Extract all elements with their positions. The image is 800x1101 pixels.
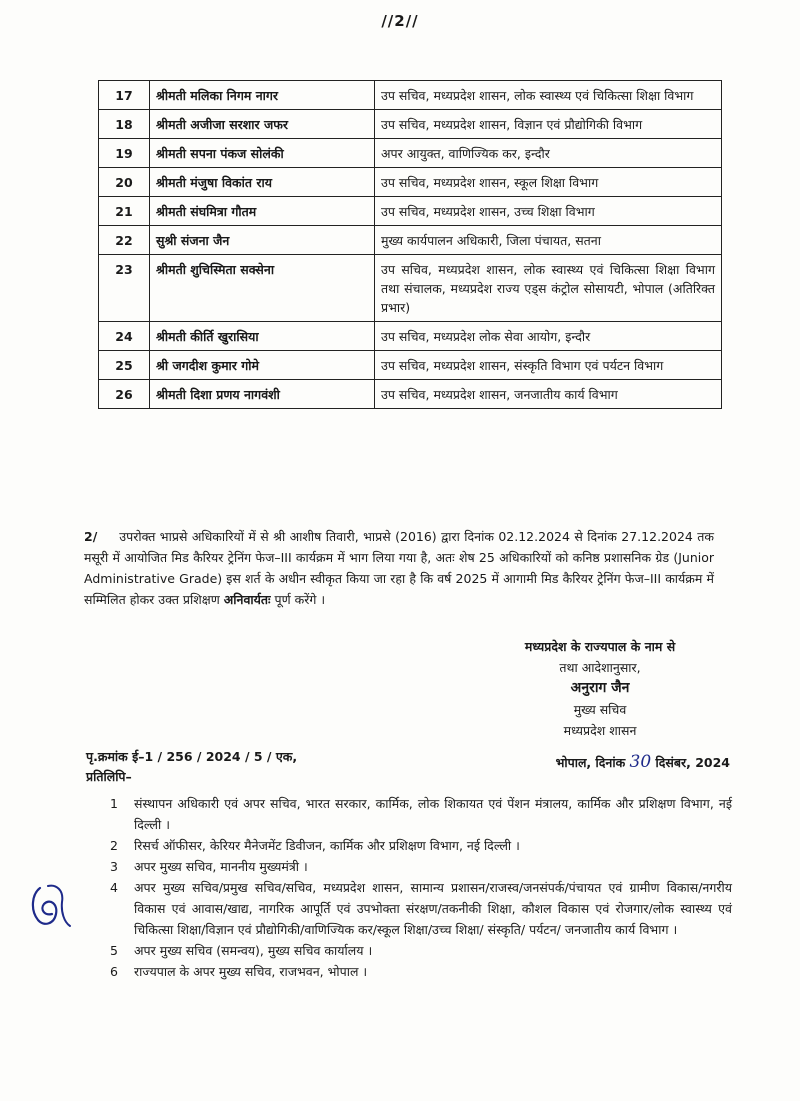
list-item <box>100 877 732 940</box>
serial-number-cell: 26 <box>99 380 150 409</box>
list-item-text: रिसर्च ऑफीसर, केरियर मैनेजमेंट डिवीजन, कार्मिक और प्रशिक्षण विभाग, नई दिल्ली । <box>134 838 520 853</box>
paragraph-tail: पूर्ण करेंगे । <box>270 592 326 607</box>
officer-name-cell: श्रीमती मंजुषा विकांत राय <box>150 168 375 197</box>
date-day-handwritten: 30 <box>629 752 652 772</box>
list-item-number: 5 <box>110 943 118 958</box>
serial-number-cell: 20 <box>99 168 150 197</box>
date-prefix: भोपाल, दिनांक <box>555 755 630 770</box>
serial-number-cell: 18 <box>99 110 150 139</box>
officers-table <box>98 80 722 409</box>
reference-number: पृ.क्रमांक ई–1 / 256 / 2024 / 5 / एक, <box>86 749 298 764</box>
serial-number-cell: 22 <box>99 226 150 255</box>
serial-number-cell: 19 <box>99 139 150 168</box>
signatory-name: अनुराग जैन <box>570 680 630 696</box>
officer-name-cell: श्रीमती मलिका निगम नागर <box>150 81 375 110</box>
table-row <box>99 380 722 409</box>
posting-cell: मुख्य कार्यपालन अधिकारी, जिला पंचायत, सतना <box>375 226 722 255</box>
posting-cell: उप सचिव, मध्यप्रदेश लोक सेवा आयोग, इन्दौर <box>375 322 722 351</box>
serial-number-cell: 21 <box>99 197 150 226</box>
table-row <box>99 139 722 168</box>
list-item-text: संस्थापन अधिकारी एवं अपर सचिव, भारत सरकार, कार्मिक, लोक शिकायत एवं पेंशन मंत्रालय, कार्मिक और प्रशिक्षण विभाग, नई दिल्ली । <box>134 796 732 832</box>
page-number: //2// <box>381 12 419 30</box>
officer-name-cell: श्रीमती संघमित्रा गौतम <box>150 197 375 226</box>
list-item <box>100 835 732 856</box>
posting-cell: उप सचिव, मध्यप्रदेश शासन, लोक स्वास्थ्य एवं चिकित्सा शिक्षा विभाग <box>375 81 722 110</box>
officer-name-cell: श्रीमती सपना पंकज सोलंकी <box>150 139 375 168</box>
officer-name-cell: श्रीमती कीर्ति खुरासिया <box>150 322 375 351</box>
list-item <box>100 856 732 877</box>
signature-block <box>470 636 730 741</box>
posting-cell: उप सचिव, मध्यप्रदेश शासन, उच्च शिक्षा विभाग <box>375 197 722 226</box>
list-item-text: राज्यपाल के अपर मुख्य सचिव, राजभवन, भोपाल । <box>134 964 368 979</box>
officer-name-cell: श्रीमती दिशा प्रणय नागवंशी <box>150 380 375 409</box>
date-suffix: दिसंबर, 2024 <box>651 755 730 770</box>
paragraph-emphasis: अनिवार्यतः <box>223 592 271 607</box>
posting-cell: उप सचिव, मध्यप्रदेश शासन, स्कूल शिक्षा विभाग <box>375 168 722 197</box>
posting-cell: उप सचिव, मध्यप्रदेश शासन, जनजातीय कार्य विभाग <box>375 380 722 409</box>
table-row <box>99 197 722 226</box>
officer-name-cell: श्रीमती अजीजा सरशार जफर <box>150 110 375 139</box>
posting-cell: अपर आयुक्त, वाणिज्यिक कर, इन्दौर <box>375 139 722 168</box>
officer-name-cell: श्री जगदीश कुमार गोमे <box>150 351 375 380</box>
table-row <box>99 110 722 139</box>
officer-name-cell: श्रीमती शुचिस्मिता सक्सेना <box>150 255 375 322</box>
table-row <box>99 168 722 197</box>
posting-cell: उप सचिव, मध्यप्रदेश शासन, विज्ञान एवं प्रौद्योगिकी विभाग <box>375 110 722 139</box>
serial-number-cell: 17 <box>99 81 150 110</box>
table-row <box>99 226 722 255</box>
date-line <box>556 752 730 772</box>
signature-line-2: तथा आदेशानुसार, <box>559 660 641 675</box>
posting-cell: उप सचिव, मध्यप्रदेश शासन, संस्कृति विभाग एवं पर्यटन विभाग <box>375 351 722 380</box>
list-item-text: अपर मुख्य सचिव, माननीय मुख्यमंत्री । <box>134 859 308 874</box>
list-item-text: अपर मुख्य सचिव (समन्वय), मुख्य सचिव कार्यालय । <box>134 943 373 958</box>
officers-table-body <box>99 81 722 409</box>
list-item <box>100 961 732 982</box>
copy-to-list <box>100 793 732 982</box>
list-item-text: अपर मुख्य सचिव/प्रमुख सचिव/सचिव, मध्यप्रदेश शासन, सामान्य प्रशासन/राजस्व/जनसंपर्क/पंचायत एवं ग्रामीण विकास/नगरीय विकास एवं आवास/खाद्य, नागरिक आपूर्ति एवं उपभोक्ता संरक्षण/तकनीकी शिक्षा, कौशल विकास एवं रोजगार/लोक स्वास्थ्य एवं चिकित्सा शिक्षा/विज्ञान एवं प्रौद्योगिकी/वाणिज्यिक कर/स्कूल शिक्षा/उच्च शिक्षा/ संस्कृति/ पर्यटन/ जनजातीय कार्य विभाग । <box>134 880 732 937</box>
list-item <box>100 940 732 961</box>
paragraph-text: उपरोक्त भाप्रसे अधिकारियों में से श्री आशीष तिवारी, भाप्रसे (2016) द्वारा दिनांक 02.12.2024 से दिनांक 27.12.2024 तक मसूरी में आयोजित मिड कैरियर ट्रेनिंग फेज–III कार्यक्रम में भाग लिया गया है, अतः शेष 25 अधिकारियों को कनिष्ठ प्रशासनिक ग्रेड (Junior Administrative Grade) इस शर्त के अधीन स्वीकृत किया जा रहा है कि वर्ष 2025 में आगामी मिड कैरियर ट्रेनिंग फेज–III कार्यक्रम में सम्मिलित होकर उक्त प्रशिक्षण <box>84 529 714 607</box>
table-row <box>99 81 722 110</box>
paragraph-2 <box>84 526 714 610</box>
handwritten-initial-mark <box>26 880 74 934</box>
list-item-number: 4 <box>110 880 118 895</box>
officer-name-cell: सुश्री संजना जैन <box>150 226 375 255</box>
paragraph-number: 2/ <box>84 529 98 544</box>
serial-number-cell: 25 <box>99 351 150 380</box>
list-item <box>100 793 732 835</box>
signatory-office: मध्यप्रदेश शासन <box>563 723 637 738</box>
table-row <box>99 255 722 322</box>
list-item-number: 2 <box>110 838 118 853</box>
list-item-number: 1 <box>110 796 118 811</box>
posting-cell: उप सचिव, मध्यप्रदेश शासन, लोक स्वास्थ्य एवं चिकित्सा शिक्षा विभाग तथा संचालक, मध्यप्रदेश राज्य एड्स कंट्रोल सोसायटी, भोपाल (अतिरिक्त प्रभार) <box>375 255 722 322</box>
table-row <box>99 322 722 351</box>
serial-number-cell: 23 <box>99 255 150 322</box>
copy-label: प्रतिलिपि– <box>86 769 132 784</box>
list-item-number: 6 <box>110 964 118 979</box>
table-row <box>99 351 722 380</box>
reference-block <box>86 747 297 787</box>
list-item-number: 3 <box>110 859 118 874</box>
signature-line-1: मध्यप्रदेश के राज्यपाल के नाम से <box>524 639 676 654</box>
signatory-designation: मुख्य सचिव <box>573 702 627 717</box>
serial-number-cell: 24 <box>99 322 150 351</box>
